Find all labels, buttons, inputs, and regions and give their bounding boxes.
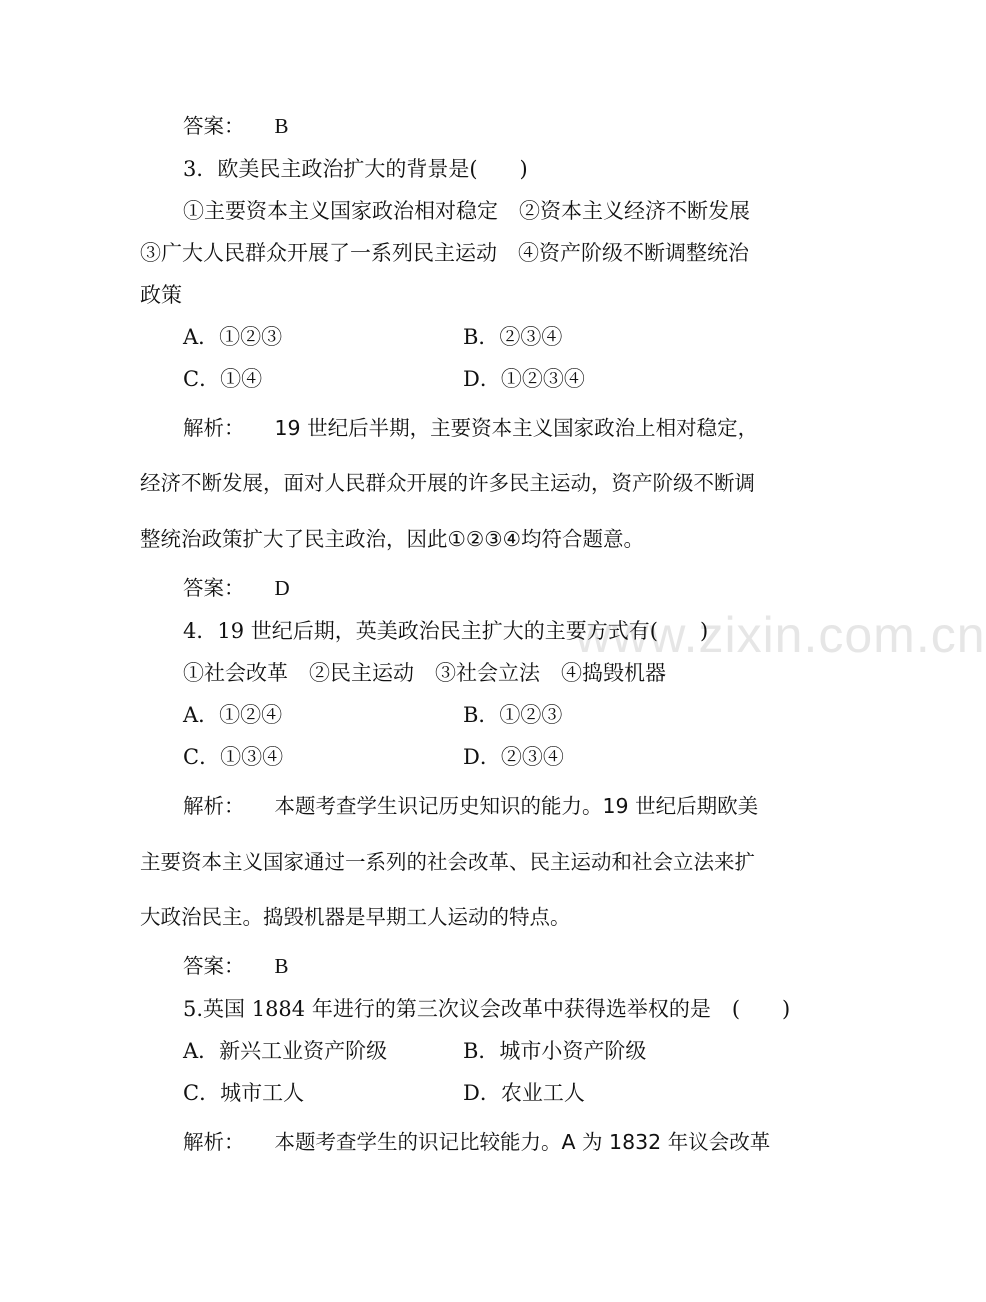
- q4-analysis-line3: 大政治民主。捣毁机器是早期工人运动的特点。: [140, 905, 571, 929]
- answer-value: B: [274, 114, 289, 138]
- q4-stem: 4．19 世纪后期，英美政治民主扩大的主要方式有( ): [183, 619, 709, 643]
- analysis-label: 解析：: [183, 794, 245, 818]
- q4-option-d: D．②③④: [463, 745, 564, 769]
- analysis-text: 本题考查学生识记历史知识的能力。19 世纪后期欧美: [274, 794, 759, 818]
- q3-items-line2: ③广大人民群众开展了一系列民主运动 ④资产阶级不断调整统治: [140, 241, 749, 265]
- q3-option-a: A．①②③: [183, 325, 283, 349]
- q3-items-line3: 政策: [140, 283, 182, 307]
- q3-option-d: D．①②③④: [463, 367, 585, 391]
- analysis-text: 19 世纪后半期，主要资本主义国家政治上相对稳定，: [274, 416, 759, 440]
- q3-analysis-line3: 整统治政策扩大了民主政治，因此①②③④均符合题意。: [140, 527, 645, 551]
- q4-option-b: B．①②③: [463, 703, 563, 727]
- q3-stem: 3．欧美民主政治扩大的背景是( ): [183, 157, 528, 181]
- q3-answer: [183, 576, 290, 600]
- q2-answer: [183, 114, 289, 138]
- q5-stem: 5.英国 1884 年进行的第三次议会改革中获得选举权的是 ( ): [183, 997, 791, 1021]
- q4-answer: [183, 954, 289, 978]
- q4-option-c: C．①③④: [183, 745, 284, 769]
- q5-option-c: C．城市工人: [183, 1081, 305, 1105]
- answer-label: 答案：: [183, 954, 245, 978]
- q3-option-b: B．②③④: [463, 325, 563, 349]
- q3-option-c: C．①④: [183, 367, 263, 391]
- answer-label: 答案：: [183, 114, 245, 138]
- q3-analysis-line2: 经济不断发展，面对人民群众开展的许多民主运动，资产阶级不断调: [140, 471, 755, 495]
- answer-label: 答案：: [183, 576, 245, 600]
- q5-option-d: D．农业工人: [463, 1081, 585, 1105]
- q4-items: ①社会改革 ②民主运动 ③社会立法 ④捣毁机器: [183, 661, 666, 685]
- analysis-label: 解析：: [183, 1130, 245, 1154]
- analysis-text: 本题考查学生的识记比较能力。A 为 1832 年议会改革: [274, 1130, 771, 1154]
- q5-option-b: B．城市小资产阶级: [463, 1039, 647, 1063]
- q5-analysis-line1: [183, 1130, 770, 1154]
- analysis-label: 解析：: [183, 416, 245, 440]
- answer-value: B: [274, 954, 289, 978]
- q4-analysis-line2: 主要资本主义国家通过一系列的社会改革、民主运动和社会立法来扩: [140, 850, 755, 874]
- q4-analysis-line1: [183, 794, 758, 818]
- q4-option-a: A．①②④: [183, 703, 283, 727]
- q3-items-line1: ①主要资本主义国家政治相对稳定 ②资本主义经济不断发展: [183, 199, 750, 223]
- watermark: www.zixin.com.cn: [575, 607, 986, 663]
- q3-analysis-line1: [183, 416, 758, 440]
- answer-value: D: [274, 576, 290, 600]
- q5-option-a: A．新兴工业资产阶级: [183, 1039, 388, 1063]
